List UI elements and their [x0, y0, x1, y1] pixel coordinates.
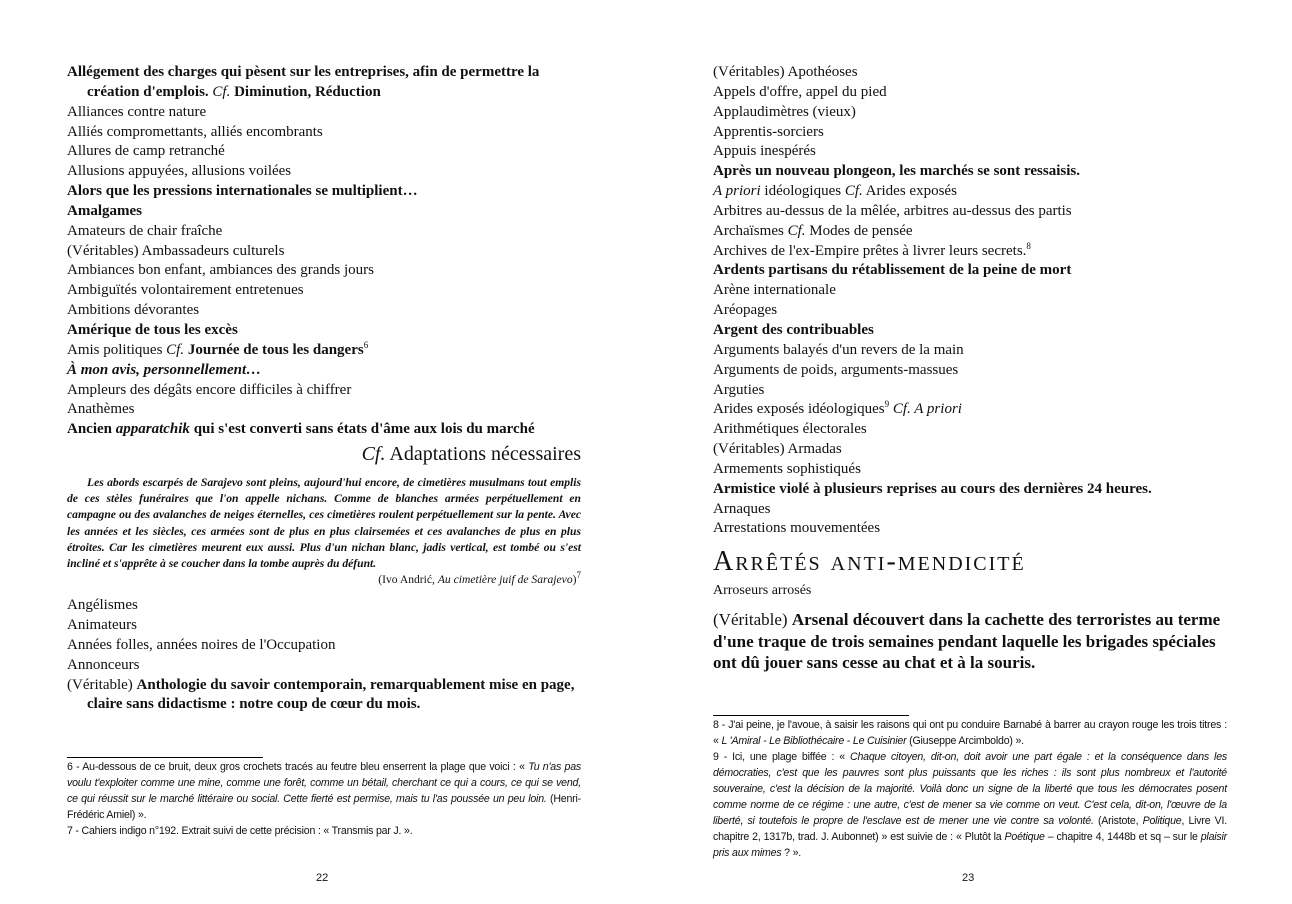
text-segment: , Livre VI. chapitre 2, 1317b, trad. J. Aubonnet) » est suivie de : « Plutôt la [713, 815, 1227, 843]
list-item [67, 596, 581, 616]
text-segment: Aréopages [713, 302, 778, 319]
list-item [713, 381, 1227, 401]
list-item [67, 242, 581, 262]
text-segment: Poétique [1004, 831, 1045, 843]
text-segment: Diminution, Réduction [230, 83, 381, 100]
text-segment: (Aristote, [1093, 815, 1143, 827]
footnote [713, 717, 1227, 749]
list-item [67, 381, 581, 401]
text-segment: Journée de tous les dangers [184, 341, 364, 358]
text-segment: ? ». [781, 847, 802, 859]
list-item [67, 162, 581, 182]
list-item [67, 321, 581, 341]
text-segment: Arrestations mouvementées [713, 520, 881, 537]
text-segment: Archives de l'ex-Empire prêtes à livrer leurs secrets. [713, 242, 1027, 259]
text-segment: qui s'est converti sans états d'âme aux lois du marché [189, 421, 535, 438]
text-segment: (Ivo Andrić, [378, 573, 438, 587]
text-segment: Appels d'offre, appel du pied [713, 83, 887, 100]
text-segment: Amalgames [67, 202, 142, 219]
right-footnotes [713, 717, 1227, 861]
text-segment: Ambiances bon enfant, ambiances des grands jours [67, 262, 374, 279]
text-segment: Cf. [166, 341, 185, 358]
cross-reference [67, 441, 581, 467]
text-segment: (Véritable) [713, 610, 792, 630]
list-item [67, 142, 581, 162]
entry-list-top [67, 63, 581, 440]
text-segment: Après un nouveau plongeon, les marchés se sont ressaisis. [713, 163, 1080, 180]
text-segment: Ardents partisans du rétablissement de la peine de mort [713, 262, 1072, 279]
list-item [67, 123, 581, 143]
text-segment: (Henri-Frédéric Amiel) ». [67, 793, 581, 821]
list-item [67, 182, 581, 202]
text-segment: Modes de pensée [805, 222, 913, 239]
list-item [713, 400, 1227, 420]
text-segment: Arides exposés idéologiques [713, 401, 885, 418]
text-segment: Arguments balayés d'un revers de la main [713, 341, 964, 358]
text-segment: Allégement des charges qui pèsent sur les entreprises, afin de permettre la création d'emplois. [67, 64, 540, 100]
text-segment: Appuis inespérés [713, 143, 816, 160]
list-item [67, 676, 581, 716]
text-segment: Ancien [67, 421, 116, 438]
text-segment: Au cimetière juif de Sarajevo [437, 573, 573, 587]
text-segment: apparatchik [115, 421, 190, 438]
list-item [67, 222, 581, 242]
footnote-rule [67, 757, 263, 758]
text-segment: Arguties [713, 381, 765, 398]
list-item [713, 142, 1227, 162]
text-segment: idéologiques [760, 183, 845, 200]
text-segment: Applaudimètres (vieux) [713, 103, 856, 120]
list-item [713, 83, 1227, 103]
text-segment: Alliés compromettants, alliés encombrants [67, 123, 323, 140]
text-segment: 7 - Cahiers indigo n°192. Extrait suivi de cette précision : « Transmis par J. ». [67, 825, 413, 837]
text-segment: Ambiguïtés volontairement entretenues [67, 282, 304, 299]
list-item [713, 182, 1227, 202]
text-segment: Allures de camp retranché [67, 143, 225, 160]
list-item [67, 341, 581, 361]
list-item [713, 63, 1227, 83]
list-item [67, 361, 581, 381]
text-segment: Arène internationale [713, 282, 836, 299]
text-segment: plaisir pris aux mimes [713, 831, 1227, 859]
text-segment: (Véritables) Ambassadeurs culturels [67, 242, 285, 259]
page-number: 22 [316, 872, 329, 884]
text-segment: Cf. A priori [889, 401, 962, 418]
footnote-ref: 6 [363, 339, 369, 350]
list-item [713, 123, 1227, 143]
list-item [713, 162, 1227, 182]
list-item [713, 341, 1227, 361]
right-page [713, 63, 1227, 674]
text-segment: Argent des contribuables [713, 321, 874, 338]
list-item [713, 480, 1227, 500]
text-segment: Chaque citoyen, dit-on, doit avoir une part égale : et la conséquence dans les démocraties, c'est que les pauvres sont plus puissants que les riches : ils sont plus nombreux et l'autorité souveraine, c'est la décision de la majorité. Voilà donc un signe de la liberté que tous les démocrates posent comme norme de ce régime : une autre, c'est de mener sa vie comme on veut. C'est cela, dit-on, l'œuvre de la liberté, si toutefois le propre de l'esclave est de mener une vie contre sa volonté. [713, 751, 1227, 827]
text-segment: Animateurs [67, 617, 137, 634]
text-segment: (Giuseppe Arcimboldo) ». [906, 735, 1024, 747]
text-segment: Archaïsmes [713, 222, 788, 239]
footnote-ref: 8 [1026, 240, 1031, 251]
footnote [713, 749, 1227, 861]
list-item [713, 301, 1227, 321]
text-segment: Amis politiques [67, 341, 167, 358]
list-item [713, 321, 1227, 341]
text-segment: Arithmétiques électorales [713, 421, 867, 438]
left-page [67, 63, 581, 715]
list-item [67, 281, 581, 301]
text-segment: Angélismes [67, 597, 138, 614]
list-item [713, 242, 1227, 262]
list-item [713, 420, 1227, 440]
list-item [67, 301, 581, 321]
text-segment: – chapitre 4, 1448b et sq – sur le [1044, 831, 1201, 843]
text-segment: Arides exposés [862, 183, 957, 200]
subentry: Arroseurs arrosés [713, 583, 812, 599]
text-segment: Années folles, années noires de l'Occupation [67, 636, 336, 653]
section-heading: Arrêtés anti-mendicité [713, 546, 1026, 578]
list-item [713, 361, 1227, 381]
page-number: 23 [962, 872, 975, 884]
text-segment: Adaptations nécessaires [385, 443, 581, 466]
list-item [67, 656, 581, 676]
list-item [713, 261, 1227, 281]
text-segment: Alors que les pressions internationales se multiplient… [67, 183, 418, 200]
text-segment: Politique [1142, 815, 1182, 827]
text-segment: Anthologie du savoir contemporain, remarquablement mise en page, claire sans didactisme : notre coup de cœur du mois. [87, 676, 575, 713]
footnote [67, 823, 581, 839]
list-item [67, 400, 581, 420]
text-segment: Armements sophistiqués [713, 460, 861, 477]
text-segment: Annonceurs [67, 656, 140, 673]
list-item [67, 420, 581, 440]
footnote-rule [713, 715, 909, 716]
left-footnotes [67, 759, 581, 839]
list-item [713, 500, 1227, 520]
text-segment: (Véritables) Armadas [713, 441, 842, 458]
featured-entry [713, 609, 1227, 674]
text-segment: Arguments de poids, arguments-massues [713, 361, 959, 378]
text-segment: Arbitres au-dessus de la mêlée, arbitres au-dessus des partis [713, 202, 1072, 219]
text-segment: 9 - Ici, une plage biffée : « [713, 751, 850, 763]
list-item [713, 281, 1227, 301]
text-segment: ) [572, 573, 577, 587]
list-item [713, 202, 1227, 222]
text-segment: Armistice violé à plusieurs reprises au cours des dernières 24 heures. [713, 480, 1152, 497]
list-item [67, 636, 581, 656]
text-segment: À mon avis, personnellement… [67, 361, 262, 378]
list-item [67, 103, 581, 123]
quote-source [67, 572, 581, 588]
entry-list [713, 63, 1227, 539]
list-item [713, 222, 1227, 242]
text-segment: Amateurs de chair fraîche [67, 222, 223, 239]
list-item [713, 103, 1227, 123]
list-item [67, 202, 581, 222]
text-segment: Arsenal découvert dans la cachette des terroristes au terme d'une traque de trois semaines pendant laquelle les brigades spéciales ont dû jouer sans cesse au chat et à la souris. [713, 610, 1221, 673]
list-item [67, 616, 581, 636]
epigraph-quote: Les abords escarpés de Sarajevo sont pleins, aujourd'hui encore, de cimetières musulmans tout emplis de ces stèles funéraires que l'on appelle nichans. Comme de blanches armées perpétuellement en campagne ou des avalanches de neiges éternelles, ces cimetières roulent perpétuellement sur la pente. Avec les années et les siècles, ces armées sont de plus en plus clairsemées et ces avalanches de plus en plus étroites. Car les cimetières meurent eux aussi. Plus d'un nichan blanc, jadis vertical, est tombé ou s'est incliné et s'apprête à se coucher dans la tombe auprès du défunt. [67, 476, 581, 571]
text-segment: Ambitions dévorantes [67, 302, 200, 319]
text-segment: Apprentis-sorciers [713, 123, 824, 140]
text-segment: L 'Amiral - Le Bibliothécaire - Le Cuisinier [721, 735, 907, 747]
text-segment: Amérique de tous les excès [67, 321, 238, 338]
text-segment: Cf. [212, 83, 231, 100]
entry-list-bottom [67, 596, 581, 715]
list-item [67, 63, 581, 103]
text-segment: 8 - J'ai peine, je l'avoue, à saisir les raisons qui ont pu conduire Barnabé à barrer au crayon rouge les trois titres : « [713, 719, 1227, 747]
text-segment: Ampleurs des dégâts encore difficiles à chiffrer [67, 381, 352, 398]
text-segment: (Véritable) [67, 676, 137, 693]
footnote-ref: 9 [884, 399, 890, 410]
text-segment: 6 - Au-dessous de ce bruit, deux gros crochets tracés au feutre bleu enserrent la plage que voici : « [67, 761, 529, 773]
list-item [67, 261, 581, 281]
text-segment: Tu n'as pas voulu t'exploiter comme une mine, comme une forêt, comme un bétail, cherchant ce qui a cours, ce qui se vend, ce qui réussit sur le marché littéraire ou social. Cette fierté est permise, mais tu l'as poussée un peu loin. [67, 761, 581, 805]
text-segment: A priori [713, 183, 761, 200]
list-item [713, 519, 1227, 539]
footnote-ref: 7 [576, 570, 581, 581]
text-segment: Cf. [361, 443, 386, 466]
footnote [67, 759, 581, 823]
text-segment: Cf. [844, 183, 863, 200]
text-segment: Anathèmes [67, 401, 135, 418]
text-segment: Cf. [787, 222, 806, 239]
list-item [713, 440, 1227, 460]
list-item [713, 460, 1227, 480]
text-segment: Alliances contre nature [67, 103, 207, 120]
text-segment: Allusions appuyées, allusions voilées [67, 163, 292, 180]
text-segment: (Véritables) Apothéoses [713, 64, 858, 80]
text-segment: Arnaques [713, 500, 771, 517]
